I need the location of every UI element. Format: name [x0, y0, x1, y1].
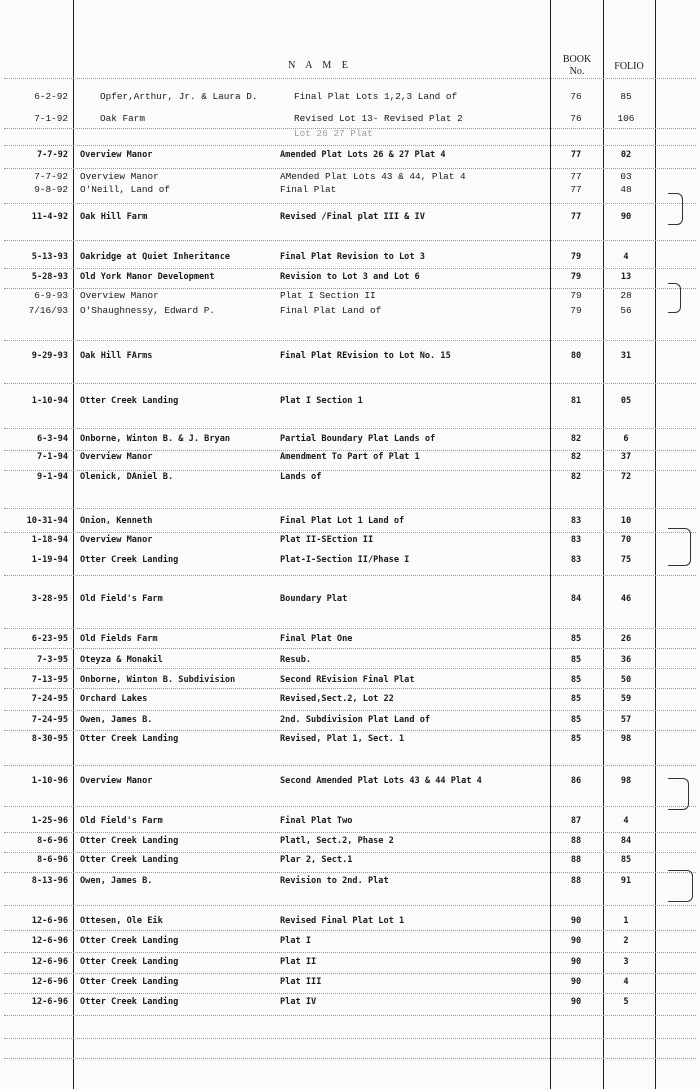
entry-folio: 31 [620, 351, 632, 361]
entry-folio: 46 [620, 594, 632, 604]
entry-description: Revised, Plat 1, Sect. 1 [280, 734, 405, 744]
ruled-line [4, 973, 696, 974]
entry-description: Lot 26 27 Plat [294, 128, 373, 139]
entry-folio: 59 [620, 694, 632, 704]
ruled-line [4, 383, 696, 384]
entry-date: 8-13-96 [31, 876, 68, 886]
entry-date: 12-6-96 [31, 916, 68, 926]
entry-name: Owen, James B. [80, 715, 153, 725]
entry-book: 76 [570, 91, 582, 102]
binder-clip [668, 870, 693, 902]
book-column-header [556, 54, 598, 78]
entry-folio: 85 [620, 855, 632, 865]
ruled-line [4, 532, 696, 533]
ruled-line [4, 1058, 696, 1059]
entry-date: 8-30-95 [31, 734, 68, 744]
entry-name: Otter Creek Landing [80, 836, 179, 846]
ruled-line [4, 648, 696, 649]
ruled-line [4, 730, 696, 731]
entry-description: Amended Plat Lots 26 & 27 Plat 4 [280, 150, 446, 160]
entry-date: 7-3-95 [36, 655, 68, 665]
entry-name: Old Fields Farm [80, 634, 158, 644]
entry-folio: 70 [620, 535, 632, 545]
entry-date: 6-9-93 [34, 290, 68, 301]
entry-name: Otter Creek Landing [80, 855, 179, 865]
entry-folio: 84 [620, 836, 632, 846]
entry-description: Plat II [280, 957, 317, 967]
entry-date: 8-6-96 [36, 855, 68, 865]
entry-date: 7-13-95 [31, 675, 68, 685]
entry-folio: 4 [623, 816, 629, 826]
entry-book: 79 [570, 305, 582, 316]
entry-date: 7-1-94 [36, 452, 68, 462]
entry-book: 90 [570, 936, 582, 946]
ruled-line [4, 765, 696, 766]
ruled-line [4, 450, 696, 451]
binder-clip [668, 778, 689, 810]
book-header-line-2: No. [569, 66, 585, 77]
entry-book: 82 [570, 434, 582, 444]
entry-date: 1-18-94 [31, 535, 68, 545]
ruled-line [4, 628, 696, 629]
entry-folio: 10 [620, 516, 632, 526]
entry-name: Ottesen, Ole Eik [80, 916, 163, 926]
ruled-line [4, 340, 696, 341]
entry-folio: 90 [620, 212, 632, 222]
ruled-line [4, 688, 696, 689]
entry-name: Opfer,Arthur, Jr. & Laura D. [100, 91, 258, 102]
date-column-rule [73, 0, 74, 1089]
entry-book: 88 [570, 876, 582, 886]
entry-book: 90 [570, 916, 582, 926]
entry-description: Lands of [280, 472, 322, 482]
entry-description: Revised /Final plat III & IV [280, 212, 425, 222]
ruled-line [4, 930, 696, 931]
entry-date: 1-25-96 [31, 816, 68, 826]
entry-book: 85 [570, 655, 582, 665]
ruled-line [4, 832, 696, 833]
entry-description: Resub. [280, 655, 312, 665]
entry-book: 80 [570, 351, 582, 361]
ruled-line [4, 806, 696, 807]
entry-book: 82 [570, 472, 582, 482]
entry-book: 85 [570, 675, 582, 685]
entry-folio: 98 [620, 776, 632, 786]
entry-date: 12-6-96 [31, 977, 68, 987]
ruled-line [4, 993, 696, 994]
entry-description: Final Plat Two [280, 816, 353, 826]
entry-description: Plar 2, Sect.1 [280, 855, 353, 865]
entry-description: Plat I Section II [280, 290, 376, 301]
entry-folio: 03 [620, 171, 632, 182]
entry-name: Olenick, DAniel B. [80, 472, 174, 482]
entry-name: Otter Creek Landing [80, 977, 179, 987]
entry-book: 88 [570, 836, 582, 846]
entry-book: 87 [570, 816, 582, 826]
entry-description: Final Plat Land of [280, 305, 382, 316]
entry-date: 9-8-92 [34, 184, 68, 195]
ruled-line [4, 78, 696, 79]
ruled-line [4, 710, 696, 711]
entry-name: Oakridge at Quiet Inheritance [80, 252, 231, 262]
entry-name: Orchard Lakes [80, 694, 148, 704]
entry-book: 83 [570, 516, 582, 526]
entry-date: 7/16/93 [28, 305, 68, 316]
entry-date: 5-28-93 [31, 272, 68, 282]
entry-book: 86 [570, 776, 582, 786]
entry-book: 90 [570, 957, 582, 967]
entry-book: 83 [570, 555, 582, 565]
entry-folio: 6 [623, 434, 629, 444]
ruled-line [4, 905, 696, 906]
entry-name: Otter Creek Landing [80, 997, 179, 1007]
entry-date: 7-1-92 [34, 113, 68, 124]
entry-date: 6-3-94 [36, 434, 68, 444]
entry-description: AMended Plat Lots 43 & 44, Plat 4 [280, 171, 466, 182]
entry-book: 77 [570, 184, 582, 195]
entry-date: 6-23-95 [31, 634, 68, 644]
entry-description: Revised Final Plat Lot 1 [280, 916, 405, 926]
entry-name: Overview Manor [80, 452, 153, 462]
entry-description: Partial Boundary Plat Lands of [280, 434, 436, 444]
entry-date: 12-6-96 [31, 936, 68, 946]
entry-name: Oteyza & Monakil [80, 655, 163, 665]
ruled-line [4, 1038, 696, 1039]
entry-book: 77 [570, 150, 582, 160]
entry-description: Revised Lot 13- Revised Plat 2 [294, 113, 463, 124]
entry-folio: 4 [623, 977, 629, 987]
entry-description: Plat IV [280, 997, 317, 1007]
entry-date: 9-29-93 [31, 351, 68, 361]
entry-description: Plat-I-Section II/Phase I [280, 555, 410, 565]
entry-folio: 57 [620, 715, 632, 725]
entry-name: Otter Creek Landing [80, 734, 179, 744]
entry-name: O'Shaughnessy, Edward P. [80, 305, 216, 316]
entry-date: 10-31-94 [26, 516, 68, 526]
ruled-line [4, 952, 696, 953]
ruled-line [4, 575, 696, 576]
entry-description: Second REvision Final Plat [280, 675, 415, 685]
folio-column-rule [603, 0, 604, 1089]
book-header-line-1: BOOK [562, 54, 592, 65]
entry-name: Oak Hill FArms [80, 351, 153, 361]
entry-book: 83 [570, 535, 582, 545]
entry-date: 12-6-96 [31, 997, 68, 1007]
entry-book: 88 [570, 855, 582, 865]
entry-book: 79 [570, 272, 582, 282]
entry-date: 6-2-92 [34, 91, 68, 102]
entry-description: Plat II-SEction II [280, 535, 374, 545]
book-column-rule [550, 0, 551, 1089]
ruled-line [4, 852, 696, 853]
entry-description: Revision to 2nd. Plat [280, 876, 389, 886]
entry-name: Overview Manor [80, 535, 153, 545]
entry-description: Final Plat [280, 184, 337, 195]
entry-date: 7-24-95 [31, 694, 68, 704]
entry-description: 2nd. Subdivision Plat Land of [280, 715, 431, 725]
entry-description: Plat I [280, 936, 312, 946]
ruled-line [4, 668, 696, 669]
entry-date: 9-1-94 [36, 472, 68, 482]
entry-folio: 3 [623, 957, 629, 967]
entry-folio: 05 [620, 396, 632, 406]
ruled-line [4, 508, 696, 509]
entry-name: Oak Farm [100, 113, 146, 124]
entry-date: 7-7-92 [34, 171, 68, 182]
entry-book: 81 [570, 396, 582, 406]
entry-name: Otter Creek Landing [80, 396, 179, 406]
entry-folio: 75 [620, 555, 632, 565]
ruled-line [4, 470, 696, 471]
entry-name: Onion, Kenneth [80, 516, 153, 526]
entry-name: Overview Manor [80, 150, 153, 160]
entry-folio: 28 [620, 290, 632, 301]
entry-description: Second Amended Plat Lots 43 & 44 Plat 4 [280, 776, 482, 786]
entry-book: 90 [570, 977, 582, 987]
entry-folio: 98 [620, 734, 632, 744]
entry-date: 8-6-96 [36, 836, 68, 846]
entry-folio: 02 [620, 150, 632, 160]
entry-book: 82 [570, 452, 582, 462]
entry-name: Otter Creek Landing [80, 957, 179, 967]
entry-book: 77 [570, 212, 582, 222]
entry-name: Owen, James B. [80, 876, 153, 886]
ruled-line [4, 145, 696, 146]
entry-folio: 48 [620, 184, 632, 195]
entry-name: Old Field's Farm [80, 816, 163, 826]
entry-date: 7-24-95 [31, 715, 68, 725]
entry-name: Overview Manor [80, 776, 153, 786]
entry-description: Platl, Sect.2, Phase 2 [280, 836, 394, 846]
entry-book: 84 [570, 594, 582, 604]
entry-description: Plat III [280, 977, 322, 987]
entry-book: 90 [570, 997, 582, 1007]
folio-column-header: FOLIO [614, 61, 644, 72]
entry-book: 79 [570, 252, 582, 262]
entry-description: Final Plat One [280, 634, 353, 644]
entry-folio: 56 [620, 305, 632, 316]
entry-folio: 37 [620, 452, 632, 462]
ruled-line [4, 240, 696, 241]
ruled-line [4, 268, 696, 269]
entry-folio: 85 [620, 91, 632, 102]
ruled-line [4, 1015, 696, 1016]
entry-name: Old Field's Farm [80, 594, 163, 604]
entry-book: 85 [570, 694, 582, 704]
entry-folio: 72 [620, 472, 632, 482]
entry-name: Otter Creek Landing [80, 936, 179, 946]
entry-description: Final Plat Lot 1 Land of [280, 516, 405, 526]
entry-description: Amendment To Part of Plat 1 [280, 452, 420, 462]
entry-folio: 26 [620, 634, 632, 644]
entry-book: 85 [570, 734, 582, 744]
entry-date: 1-10-96 [31, 776, 68, 786]
entry-book: 77 [570, 171, 582, 182]
entry-name: Onborne, Winton B. Subdivision [80, 675, 236, 685]
binder-clip [668, 528, 691, 566]
entry-name: Overview Manor [80, 171, 159, 182]
entry-name: Otter Creek Landing [80, 555, 179, 565]
entry-description: Boundary Plat [280, 594, 348, 604]
entry-date: 11-4-92 [31, 212, 68, 222]
entry-date: 7-7-92 [36, 150, 68, 160]
name-column-header: N A M E [288, 60, 352, 71]
entry-folio: 50 [620, 675, 632, 685]
entry-date: 1-19-94 [31, 555, 68, 565]
entry-book: 76 [570, 113, 582, 124]
entry-name: Oak Hill Farm [80, 212, 148, 222]
entry-description: Final Plat Revision to Lot 3 [280, 252, 425, 262]
ruled-line [4, 203, 696, 204]
entry-folio: 91 [620, 876, 632, 886]
entry-date: 3-28-95 [31, 594, 68, 604]
entry-description: Final Plat Lots 1,2,3 Land of [294, 91, 458, 102]
entry-folio: 106 [617, 113, 635, 124]
entry-folio: 13 [620, 272, 632, 282]
entry-folio: 4 [623, 252, 629, 262]
entry-name: Overview Manor [80, 290, 159, 301]
entry-name: O'Neill, Land of [80, 184, 171, 195]
entry-book: 85 [570, 634, 582, 644]
entry-date: 5-13-93 [31, 252, 68, 262]
entry-date: 12-6-96 [31, 957, 68, 967]
entry-description: Revision to Lot 3 and Lot 6 [280, 272, 420, 282]
entry-folio: 2 [623, 936, 629, 946]
ruled-line [4, 872, 696, 873]
entry-folio: 5 [623, 997, 629, 1007]
entry-name: Old York Manor Development [80, 272, 215, 282]
entry-date: 1-10-94 [31, 396, 68, 406]
entry-folio: 36 [620, 655, 632, 665]
entry-book: 79 [570, 290, 582, 301]
entry-description: Plat I Section 1 [280, 396, 363, 406]
ruled-line [4, 168, 696, 169]
ruled-line [4, 428, 696, 429]
entry-name: Onborne, Winton B. & J. Bryan [80, 434, 231, 444]
binder-clip [668, 283, 681, 313]
binder-clip [668, 193, 683, 225]
entry-description: Final Plat REvision to Lot No. 15 [280, 351, 451, 361]
entry-folio: 1 [623, 916, 629, 926]
entry-book: 85 [570, 715, 582, 725]
right-column-rule [655, 0, 656, 1089]
ruled-line [4, 288, 696, 289]
entry-description: Revised,Sect.2, Lot 22 [280, 694, 394, 704]
